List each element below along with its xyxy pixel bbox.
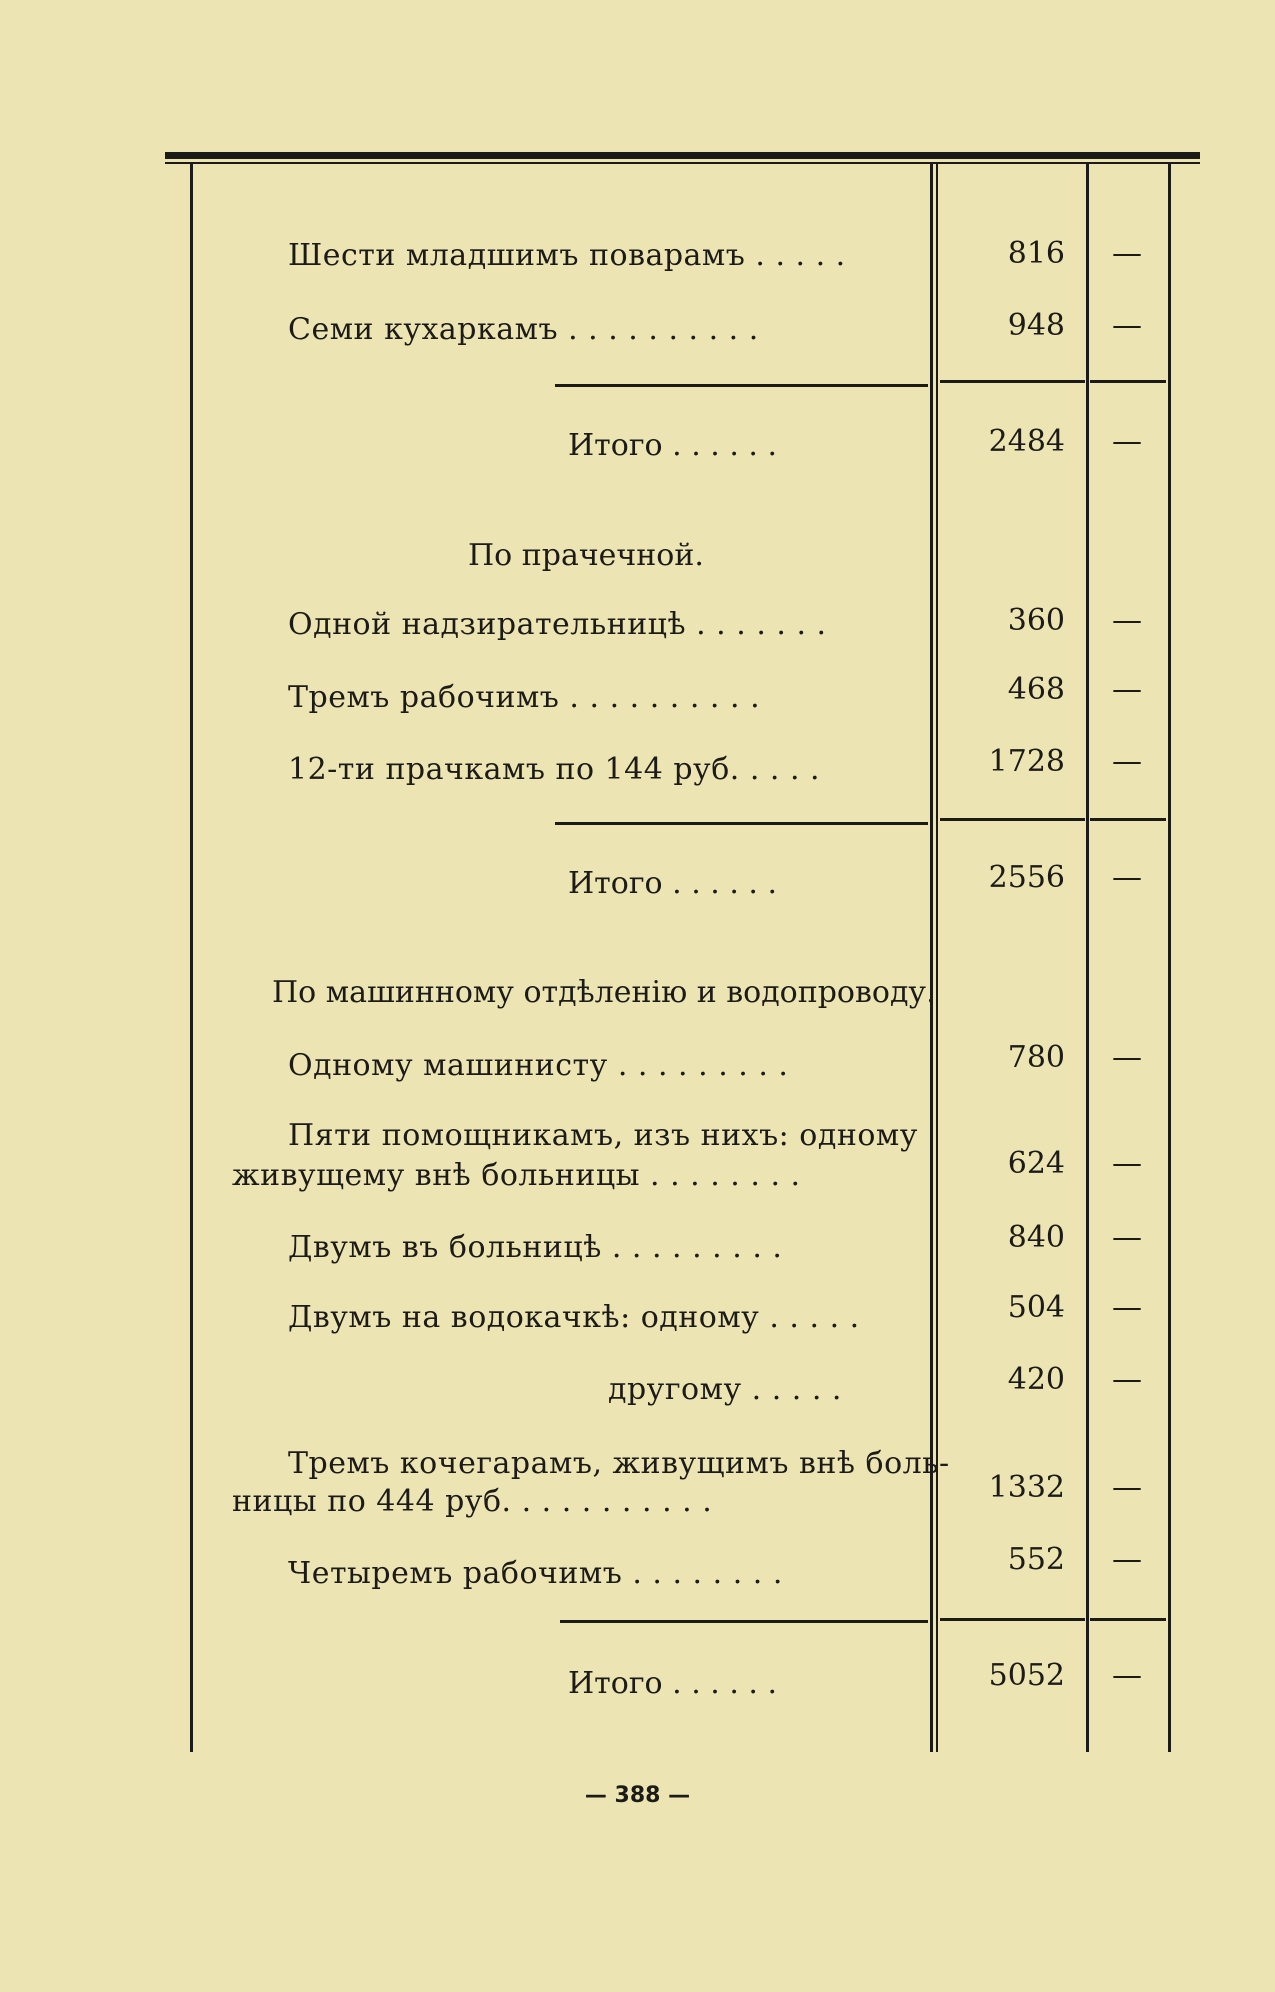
section-heading: По прачечной. bbox=[468, 538, 704, 573]
subtotal-label: Итого . . . . . . bbox=[568, 1666, 778, 1701]
table-row-extra: — bbox=[1112, 603, 1142, 638]
subtotal-amount: 5052 bbox=[988, 1658, 1065, 1693]
table-row-label: Тремъ рабочимъ . . . . . . . . . . bbox=[288, 680, 761, 715]
table-row-amount: 840 bbox=[1007, 1220, 1065, 1255]
table-top-rule-thin bbox=[165, 162, 1200, 164]
table-row-label: Четыремъ рабочимъ . . . . . . . . bbox=[288, 1556, 783, 1591]
table-row-extra: — bbox=[1112, 672, 1142, 707]
table-row-amount: 624 bbox=[1007, 1146, 1065, 1181]
subtotal-label: Итого . . . . . . bbox=[568, 428, 778, 463]
table-row-label: Тремъ кочегарамъ, живущимъ внѣ боль- bbox=[288, 1446, 950, 1481]
page-number: — 388 — bbox=[584, 1783, 691, 1808]
table-row-label: Одной надзирательницѣ . . . . . . . bbox=[288, 607, 827, 642]
table-row-label: 12-ти прачкамъ по 144 руб. . . . . bbox=[288, 752, 821, 787]
table-row-label: Пяти помощникамъ, изъ нихъ: одному bbox=[288, 1118, 918, 1153]
table-row-amount: 1728 bbox=[988, 744, 1065, 779]
table-row-extra: — bbox=[1112, 1220, 1142, 1255]
subtotal-rule-amount bbox=[940, 380, 1085, 383]
table-row-label: Шести младшимъ поварамъ . . . . . bbox=[288, 238, 846, 273]
table-left-border bbox=[190, 164, 193, 1752]
table-row-label: другому . . . . . bbox=[608, 1372, 842, 1407]
table-row-extra: — bbox=[1112, 1290, 1142, 1325]
subtotal-rule-extra bbox=[1090, 1618, 1166, 1621]
table-row-extra: — bbox=[1112, 1362, 1142, 1397]
subtotal-rule-amount bbox=[940, 818, 1085, 821]
section-heading: По машинному отдѣленію и водопроводу. bbox=[272, 975, 936, 1010]
subtotal-extra: — bbox=[1112, 1658, 1142, 1693]
table-row-extra: — bbox=[1112, 308, 1142, 343]
extra-column-left-border bbox=[1086, 164, 1089, 1752]
table-row-label: Двумъ въ больницѣ . . . . . . . . . bbox=[288, 1230, 783, 1265]
subtotal-rule bbox=[555, 822, 928, 825]
table-row-label: Одному машинисту . . . . . . . . . bbox=[288, 1048, 789, 1083]
table-row-amount: 504 bbox=[1007, 1290, 1065, 1325]
table-row-extra: — bbox=[1112, 1542, 1142, 1577]
subtotal-rule-extra bbox=[1090, 380, 1166, 383]
table-row-extra: — bbox=[1112, 1146, 1142, 1181]
table-row-extra: — bbox=[1112, 1470, 1142, 1505]
table-row-label: Семи кухаркамъ . . . . . . . . . . bbox=[288, 312, 759, 347]
table-row-label: Двумъ на водокачкѣ: одному . . . . . bbox=[288, 1300, 860, 1335]
table-top-rule bbox=[165, 152, 1200, 159]
subtotal-extra: — bbox=[1112, 860, 1142, 895]
table-row-amount: 552 bbox=[1007, 1542, 1065, 1577]
subtotal-amount: 2484 bbox=[988, 424, 1065, 459]
table-row-label-continued: живущему внѣ больницы . . . . . . . . bbox=[232, 1158, 801, 1193]
subtotal-rule-extra bbox=[1090, 818, 1166, 821]
subtotal-rule bbox=[555, 384, 928, 387]
table-row-amount: 780 bbox=[1007, 1040, 1065, 1075]
subtotal-amount: 2556 bbox=[988, 860, 1065, 895]
table-row-amount: 420 bbox=[1007, 1362, 1065, 1397]
table-row-extra: — bbox=[1112, 1040, 1142, 1075]
amount-column-left-border-2 bbox=[936, 164, 938, 1752]
subtotal-extra: — bbox=[1112, 424, 1142, 459]
table-row-amount: 360 bbox=[1007, 603, 1065, 638]
bleed-through bbox=[215, 250, 225, 285]
table-row-label-continued: ницы по 444 руб. . . . . . . . . . . bbox=[232, 1484, 713, 1519]
amount-column-left-border bbox=[930, 164, 933, 1752]
subtotal-rule-amount bbox=[940, 1618, 1085, 1621]
table-row-amount: 1332 bbox=[988, 1470, 1065, 1505]
table-row-extra: — bbox=[1112, 744, 1142, 779]
table-row-amount: 816 bbox=[1007, 236, 1065, 271]
table-row-extra: — bbox=[1112, 236, 1142, 271]
table-row-amount: 468 bbox=[1007, 672, 1065, 707]
table-right-border bbox=[1168, 164, 1171, 1752]
subtotal-rule bbox=[560, 1620, 928, 1623]
subtotal-label: Итого . . . . . . bbox=[568, 866, 778, 901]
table-row-amount: 948 bbox=[1007, 308, 1065, 343]
